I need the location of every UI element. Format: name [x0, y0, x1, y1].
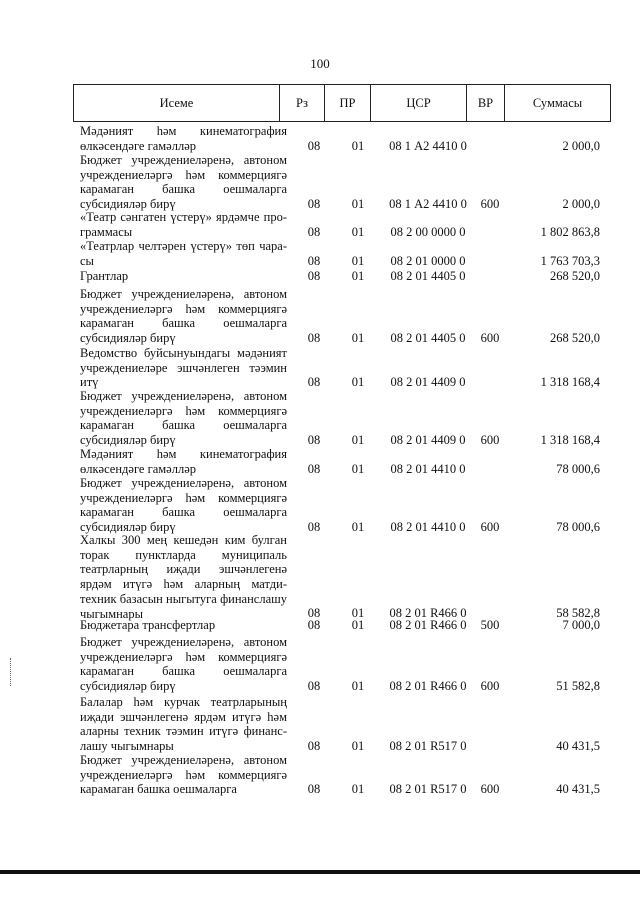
table-row	[80, 389, 608, 448]
table-row	[80, 533, 608, 621]
row-rz: 08	[307, 138, 321, 153]
table-row	[80, 287, 608, 346]
row-name-line: учреждениеләргә һәм коммерциягә	[80, 490, 287, 505]
row-name-line: Бюджет учреждениеләренә, автоном	[80, 753, 287, 767]
row-sum: 2 000,0	[562, 138, 600, 153]
row-name-line: итү	[80, 375, 99, 390]
page-number: 100	[310, 56, 330, 71]
row-name	[80, 635, 287, 694]
row-name	[80, 239, 287, 268]
row-name-line: карамаган башка оешмаларга	[80, 182, 287, 197]
row-name-line: граммасы	[80, 224, 133, 239]
row-rz: 08	[307, 331, 321, 346]
row-rz: 08	[307, 782, 321, 797]
header-sum: Суммасы	[532, 96, 583, 110]
row-name-line: карамаган башка оешмаларга	[80, 782, 237, 797]
table-row	[80, 753, 608, 797]
table-row	[80, 153, 608, 212]
table-row	[80, 269, 608, 284]
row-pr: 01	[351, 606, 365, 621]
row-sum: 78 000,6	[556, 461, 600, 476]
table-row	[80, 618, 608, 633]
row-name-line: «Театрлар челтәрен үстерү» төп чара-	[80, 239, 287, 253]
row-name-line: торак пунктларда муниципаль	[80, 547, 287, 562]
row-name-line: карамаган башка оешмаларга	[80, 316, 287, 331]
bottom-rule	[0, 870, 640, 874]
row-csr: 08 2 01 0000 0	[390, 253, 466, 268]
row-name-line: иҗади эшчәнлегенә ярдәм итүгә һәм	[80, 709, 287, 724]
table-header	[73, 84, 611, 122]
row-pr: 01	[351, 433, 365, 448]
row-rz: 08	[307, 520, 321, 535]
row-name-line: Бюджет учреждениеләренә, автоном	[80, 635, 287, 649]
row-pr: 01	[351, 679, 365, 694]
row-sum: 268 520,0	[550, 331, 600, 346]
row-name	[80, 269, 287, 284]
row-rz: 08	[307, 739, 321, 754]
row-rz: 08	[307, 197, 321, 212]
row-name-line: Бюджет учреждениеләренә, автоном	[80, 389, 287, 403]
row-name-line: Бюджетара трансфертлар	[80, 618, 216, 632]
header-vr: ВР	[467, 85, 505, 121]
row-csr: 08 2 01 R466 0	[389, 679, 467, 694]
row-vr: 600	[480, 197, 500, 212]
row-name	[80, 389, 287, 448]
row-name-line: учреждениеләргә һәм коммерциягә	[80, 649, 287, 664]
table-row	[80, 476, 608, 535]
row-name	[80, 753, 287, 797]
row-name-line: лашу чыгымнары	[80, 739, 174, 754]
header-pr: ПР	[325, 85, 371, 121]
row-sum: 1 763 703,3	[540, 253, 600, 268]
row-name-line: Балалар һәм курчак театрларының	[80, 695, 287, 709]
row-sum: 7 000,0	[562, 617, 600, 632]
row-sum: 40 431,5	[556, 739, 600, 754]
row-sum: 51 582,8	[556, 679, 600, 694]
row-csr: 08 2 01 4410 0	[390, 520, 466, 535]
row-pr: 01	[351, 461, 365, 476]
row-csr: 08 1 А2 4410 0	[389, 138, 467, 153]
row-name-line: учреждениеләре эшчәнлеген тәэмин	[80, 360, 287, 375]
row-name-line: Халкы 300 мең кешедән ким булган	[80, 533, 287, 547]
row-name-line: Бюджет учреждениеләренә, автоном	[80, 476, 287, 490]
row-name-line: театрларның иҗади эшчәнлегенә	[80, 562, 287, 577]
row-name	[80, 346, 287, 390]
row-pr: 01	[351, 224, 365, 239]
table-row	[80, 239, 608, 268]
row-sum: 40 431,5	[556, 782, 600, 797]
table-row	[80, 124, 608, 153]
row-csr: 08 1 А2 4410 0	[389, 197, 467, 212]
row-csr: 08 2 01 R466 0	[389, 617, 467, 632]
row-vr: 600	[480, 433, 500, 448]
row-rz: 08	[307, 461, 321, 476]
row-name-line: карамаган башка оешмаларга	[80, 664, 287, 679]
row-pr: 01	[351, 253, 365, 268]
row-name	[80, 533, 287, 621]
row-rz: 08	[307, 268, 321, 283]
row-name-line: «Театр сәнгатен үстерү» ярдәмче про-	[80, 210, 287, 224]
row-pr: 01	[351, 138, 365, 153]
row-name-line: Грантлар	[80, 269, 129, 283]
header-rz: Рз	[280, 85, 325, 121]
table-row	[80, 210, 608, 239]
row-pr: 01	[351, 375, 365, 390]
row-name-line: субсидияләр бирү	[80, 433, 176, 448]
row-name-line: субсидияләр бирү	[80, 520, 176, 535]
row-rz: 08	[307, 606, 321, 621]
row-csr: 08 2 01 R517 0	[389, 782, 467, 797]
row-sum: 1 318 168,4	[540, 375, 600, 390]
row-name-line: Бюджет учреждениеләренә, автоном	[80, 153, 287, 167]
margin-mark	[10, 658, 13, 686]
table-row	[80, 695, 608, 754]
row-name	[80, 618, 287, 633]
row-csr: 08 2 01 4405 0	[390, 331, 466, 346]
table-row	[80, 447, 608, 476]
row-pr: 01	[351, 331, 365, 346]
row-name-line: Мәдәният һәм кинематография	[80, 124, 287, 138]
row-name	[80, 210, 287, 239]
row-vr: 600	[480, 679, 500, 694]
row-vr: 600	[480, 520, 500, 535]
row-name-line: субсидияләр бирү	[80, 331, 176, 346]
row-name	[80, 476, 287, 535]
row-pr: 01	[351, 268, 365, 283]
row-sum: 1 318 168,4	[540, 433, 600, 448]
row-name	[80, 124, 287, 153]
row-rz: 08	[307, 433, 321, 448]
row-vr: 600	[480, 782, 500, 797]
row-vr: 500	[480, 617, 500, 632]
row-name-line: Мәдәният һәм кинематография	[80, 447, 287, 461]
row-rz: 08	[307, 224, 321, 239]
row-name	[80, 447, 287, 476]
row-name-line: учреждениеләргә һәм коммерциягә	[80, 167, 287, 182]
row-pr: 01	[351, 617, 365, 632]
row-pr: 01	[351, 782, 365, 797]
row-pr: 01	[351, 197, 365, 212]
row-name-line: субсидияләр бирү	[80, 679, 176, 694]
row-csr: 08 2 01 4410 0	[390, 461, 466, 476]
row-rz: 08	[307, 617, 321, 632]
row-csr: 08 2 01 R517 0	[389, 739, 467, 754]
row-name-line: карамаган башка оешмаларга	[80, 505, 287, 520]
row-sum: 58 582,8	[556, 606, 600, 621]
row-name-line: карамаган башка оешмаларга	[80, 418, 287, 433]
header-csr: ЦСР	[371, 85, 467, 121]
row-name-line: учреждениеләргә һәм коммерциягә	[80, 767, 287, 782]
row-name-line: чыгымнары	[80, 606, 144, 621]
row-name	[80, 153, 287, 212]
row-vr: 600	[480, 331, 500, 346]
table-row	[80, 635, 608, 694]
row-name-line: субсидияләр бирү	[80, 197, 176, 212]
row-name-line: сы	[80, 253, 94, 268]
row-name-line: өлкәсендәге гамәлләр	[80, 138, 196, 153]
row-rz: 08	[307, 253, 321, 268]
row-name-line: аларны техник тәэмин итүгә финанс-	[80, 724, 287, 739]
row-sum: 78 000,6	[556, 520, 600, 535]
row-pr: 01	[351, 520, 365, 535]
row-name	[80, 695, 287, 754]
row-name-line: учреждениеләргә һәм коммерциягә	[80, 403, 287, 418]
row-csr: 08 2 01 4405 0	[390, 268, 466, 283]
row-sum: 268 520,0	[550, 268, 600, 283]
row-name-line: ярдәм итүгә һәм аларның матди-	[80, 577, 287, 592]
table-row	[80, 346, 608, 390]
row-sum: 1 802 863,8	[540, 224, 600, 239]
row-csr: 08 2 01 R466 0	[389, 606, 467, 621]
row-name-line: Ведомство буйсынуындагы мәдәният	[80, 346, 287, 360]
header-name: Исеме	[74, 85, 280, 121]
row-name-line: Бюджет учреждениеләренә, автоном	[80, 287, 287, 301]
row-csr: 08 2 00 0000 0	[390, 224, 466, 239]
row-sum: 2 000,0	[562, 197, 600, 212]
row-pr: 01	[351, 739, 365, 754]
row-name-line: учреждениеләргә һәм коммерциягә	[80, 301, 287, 316]
row-rz: 08	[307, 679, 321, 694]
row-rz: 08	[307, 375, 321, 390]
row-name	[80, 287, 287, 346]
row-csr: 08 2 01 4409 0	[390, 433, 466, 448]
row-csr: 08 2 01 4409 0	[390, 375, 466, 390]
row-name-line: техник базасын ныгытуга финанслашу	[80, 591, 287, 606]
row-name-line: өлкәсендәге гамәлләр	[80, 461, 196, 476]
